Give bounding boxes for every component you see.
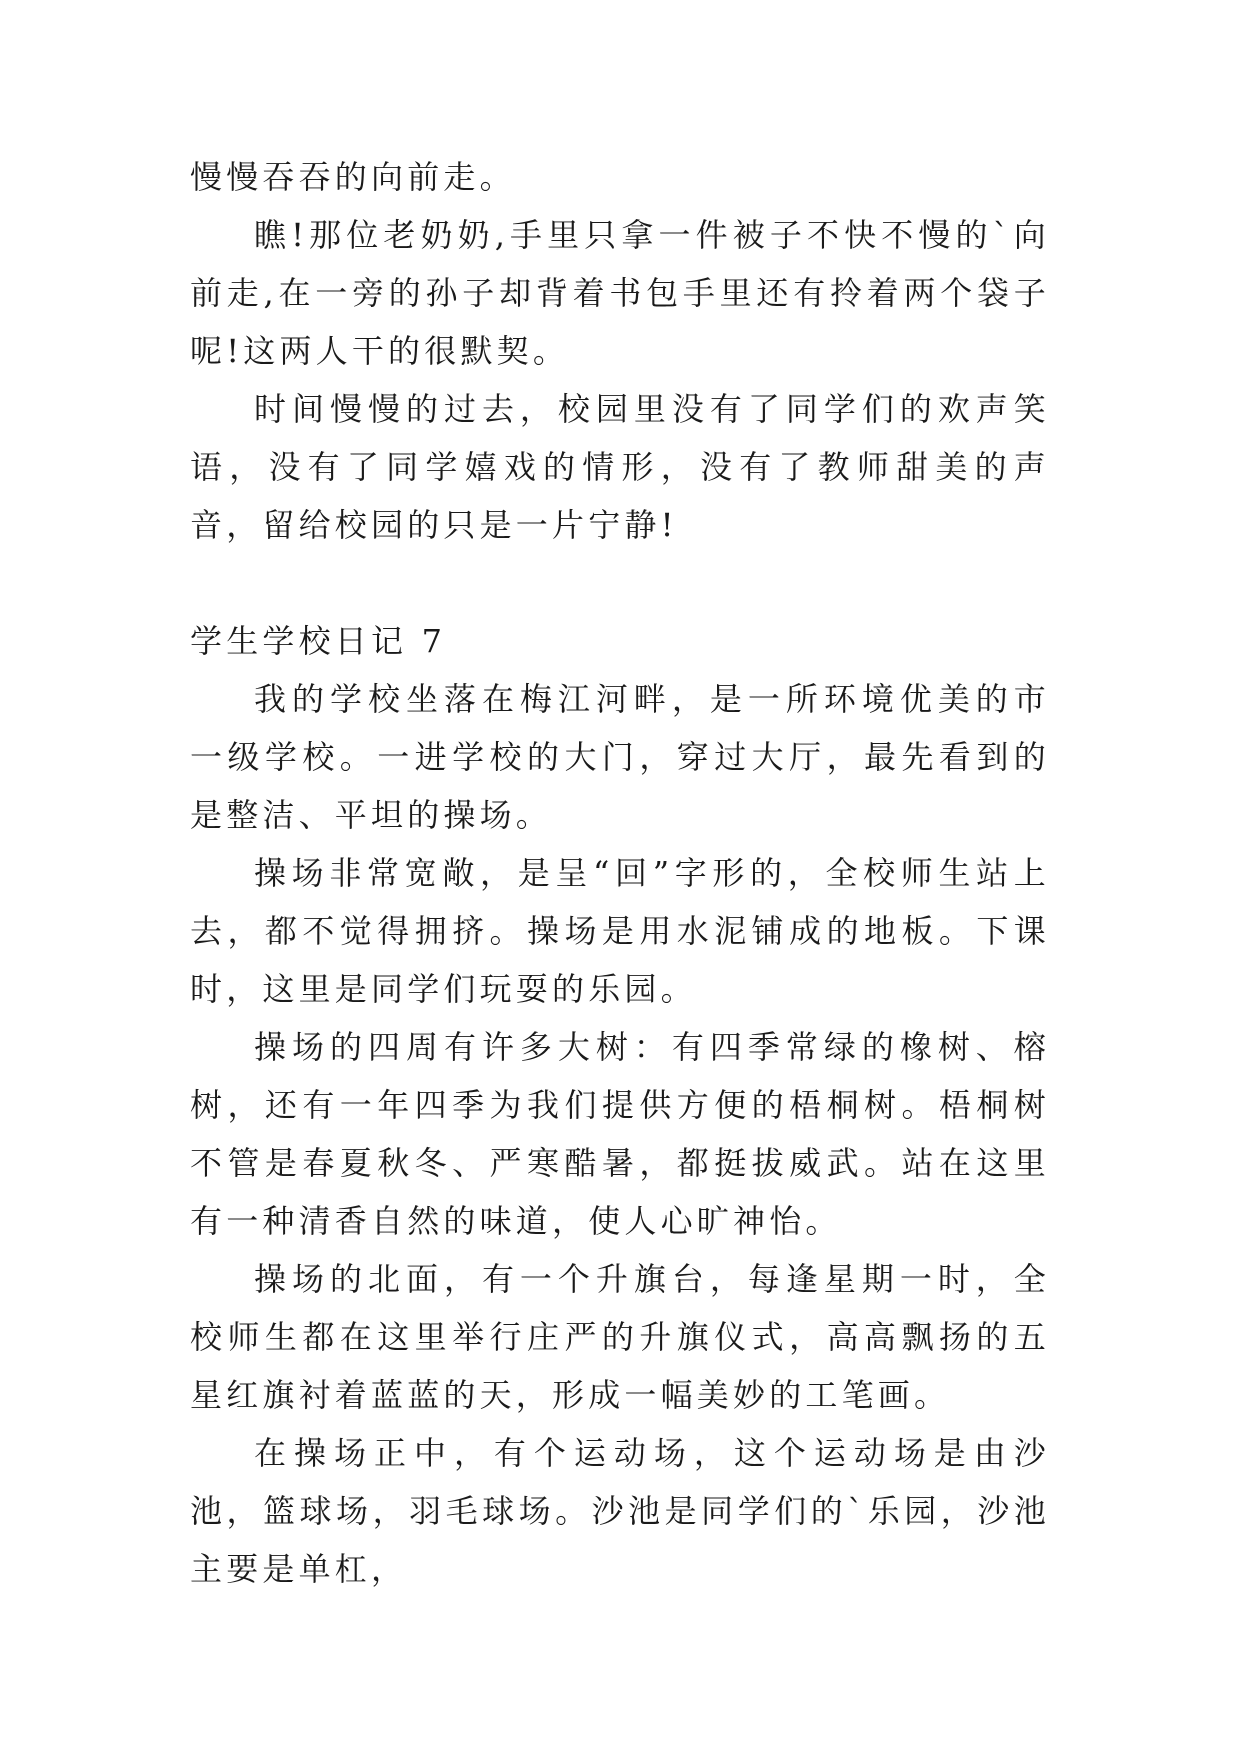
section-gap: [190, 554, 1050, 612]
document-body: [190, 148, 1050, 1598]
paragraph-7: 操场的北面，有一个升旗台，每逢星期一时，全校师生都在这里举行庄严的升旗仪式，高高飘扬的五星红旗衬着蓝蓝的天，形成一幅美妙的工笔画。: [190, 1260, 1050, 1414]
paragraph-4: 我的学校坐落在梅江河畔，是一所环境优美的市一级学校。一进学校的大门，穿过大厅，最先看到的是整洁、平坦的操场。: [190, 680, 1050, 834]
paragraph-5: 操场非常宽敞，是呈“回”字形的，全校师生站上去，都不觉得拥挤。操场是用水泥铺成的地板。下课时，这里是同学们玩耍的乐园。: [190, 854, 1050, 1008]
paragraph-8: 在操场正中，有个运动场，这个运动场是由沙池，篮球场，羽毛球场。沙池是同学们的`乐园，沙池主要是单杠，: [190, 1434, 1050, 1588]
paragraph-6: 操场的四周有许多大树：有四季常绿的橡树、榕树，还有一年四季为我们提供方便的梧桐树。梧桐树不管是春夏秋冬、严寒酷暑，都挺拔威武。站在这里有一种清香自然的味道，使人心旷神怡。: [190, 1028, 1050, 1240]
section-heading: 学生学校日记 7: [190, 622, 447, 660]
paragraph-3: 时间慢慢的过去，校园里没有了同学们的欢声笑语，没有了同学嬉戏的情形，没有了教师甜美的声音，留给校园的只是一片宁静!: [190, 390, 1050, 544]
paragraph-1: 慢慢吞吞的向前走。: [190, 158, 516, 196]
paragraph-2: 瞧!那位老奶奶,手里只拿一件被子不快不慢的`向前走,在一旁的孙子却背着书包手里还有拎着两个袋子呢!这两人干的很默契。: [190, 216, 1050, 370]
